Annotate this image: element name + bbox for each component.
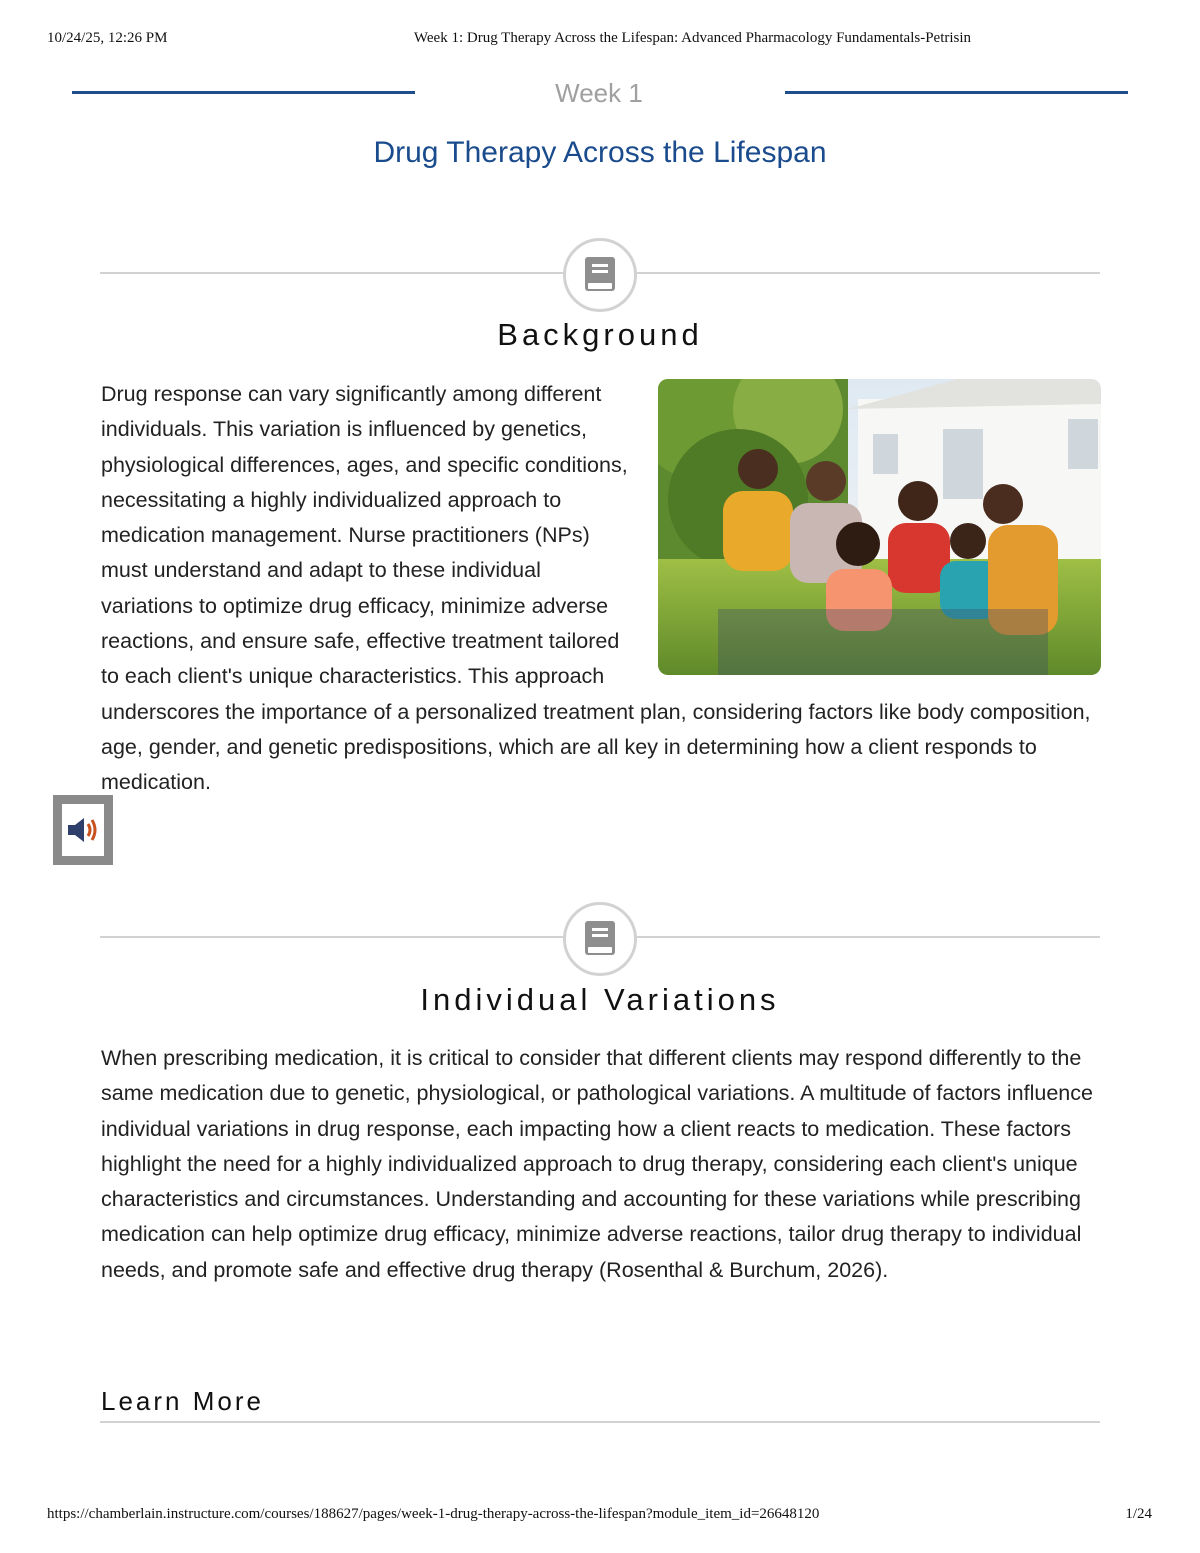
audio-player-inner[interactable] [62, 804, 104, 856]
background-heading: Background [497, 317, 703, 352]
book-icon [563, 902, 637, 976]
individual-variations-body: When prescribing medication, it is critical to consider that different clients may respond differently to the same medication due to genetic, physiological, or pathological variations. A multitude of factors influence individual variations in drug response, each impacting how a client reacts to medication. These factors highlight the need for a highly individualized approach to drug therapy, considering each client's unique characteristics and circumstances. Understanding and accounting for these variations while prescribing medication can help optimize drug efficacy, minimize adverse reactions, tailor drug therapy to individual needs, and promote safe and effective drug therapy (Rosenthal & Burchum, 2026). [101, 1046, 1093, 1282]
week-label: Week 1 [555, 78, 643, 108]
book-icon [563, 238, 637, 312]
week-rule-right [785, 91, 1128, 94]
speaker-icon [66, 815, 100, 845]
background-text: Drug response can vary significantly among different individuals. This variation is influenced by genetics, physiological differences, ages, and specific conditions, necessitating a highly individualized approach to medication management. Nurse practitioners (NPs) must understand and adapt to these individual variations to optimize drug efficacy, minimize adverse reactions, and ensure safe, effective treatment tailored to each client's unique characteristics. This approach underscores the importance of a personalized treatment plan, considering factors like body composition, age, gender, and genetic predispositions, which are all key in determining how a client responds to medication. [101, 382, 1091, 795]
print-page-number: 1/24 [1125, 1506, 1152, 1522]
learn-more-rule [100, 1421, 1100, 1423]
print-url: https://chamberlain.instructure.com/courses/188627/pages/week-1-drug-therapy-across-the-lifespan?module_item_id=26648120 [47, 1506, 820, 1522]
individual-variations-heading: Individual Variations [420, 982, 780, 1017]
learn-more-heading: Learn More [101, 1386, 264, 1416]
family-photo [658, 379, 1101, 675]
print-datetime: 10/24/25, 12:26 PM [47, 30, 168, 46]
print-document-title: Week 1: Drug Therapy Across the Lifespan: Advanced Pharmacology Fundamentals-Petrisin [413, 30, 972, 46]
page-title: Drug Therapy Across the Lifespan [373, 136, 827, 169]
background-body [101, 377, 1101, 801]
audio-player-button[interactable] [53, 795, 113, 865]
